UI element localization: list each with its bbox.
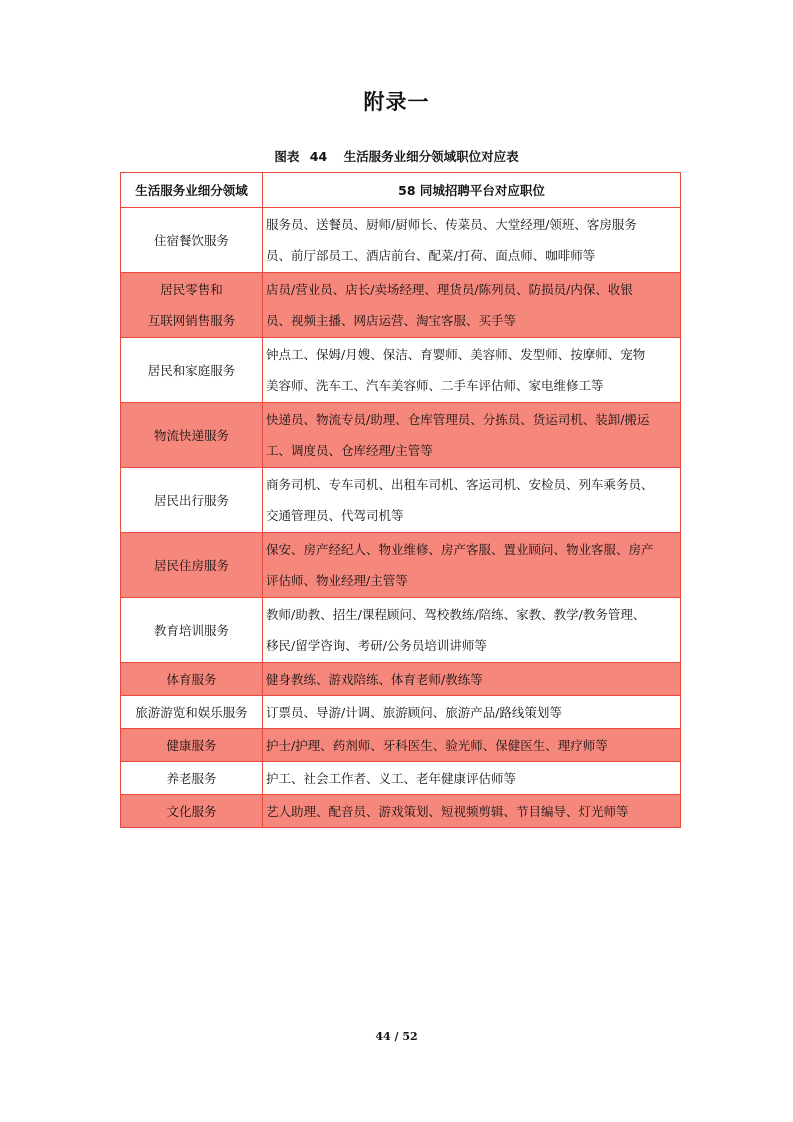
positions-line: 工、调度员、仓库经理/主管等 (266, 443, 433, 458)
positions-line: 快递员、物流专员/助理、仓库管理员、分拣员、货运司机、装卸/搬运 (266, 412, 650, 427)
page-current: 44 (375, 1030, 391, 1043)
positions-line: 移民/留学咨询、考研/公务员培训讲师等 (266, 638, 487, 653)
positions-cell (263, 533, 681, 598)
positions-cell (263, 468, 681, 533)
positions-cell (263, 696, 681, 729)
category-line: 住宿餐饮服务 (153, 232, 229, 248)
positions-cell (263, 598, 681, 663)
positions-cell (263, 208, 681, 273)
table-row (121, 273, 681, 338)
category-line: 教育培训服务 (153, 622, 229, 638)
positions-cell (263, 338, 681, 403)
category-cell (121, 696, 263, 729)
category-cell (121, 403, 263, 468)
positions-cell (263, 273, 681, 338)
positions-line: 保安、房产经纪人、物业维修、房产客服、置业顾问、物业客服、房产 (266, 542, 654, 557)
category-line: 物流快递服务 (153, 427, 229, 443)
table-row (121, 762, 681, 795)
category-line: 旅游游览和娱乐服务 (135, 704, 248, 720)
positions-cell (263, 762, 681, 795)
table-caption (0, 147, 793, 165)
header-positions: 58 同城招聘平台对应职位 (263, 173, 681, 208)
table-row (121, 208, 681, 273)
category-cell (121, 533, 263, 598)
positions-line: 员、视频主播、网店运营、淘宝客服、买手等 (266, 313, 517, 328)
positions-line: 钟点工、保姆/月嫂、保洁、育婴师、美容师、发型师、按摩师、宠物 (266, 347, 646, 362)
positions-line: 健身教练、游戏陪练、体育老师/教练等 (266, 671, 483, 687)
category-line: 居民零售和 (160, 282, 223, 297)
positions-cell (263, 403, 681, 468)
category-line: 体育服务 (166, 671, 217, 687)
page-number (0, 1030, 793, 1043)
category-line: 居民住房服务 (153, 557, 229, 573)
category-line: 文化服务 (166, 803, 217, 819)
table-header-row (121, 173, 681, 208)
category-line: 健康服务 (166, 737, 217, 753)
page-title: 附录一 (363, 90, 430, 114)
category-cell (121, 663, 263, 696)
positions-cell (263, 795, 681, 828)
category-line: 养老服务 (166, 770, 217, 786)
category-cell (121, 762, 263, 795)
positions-line: 员、前厅部员工、酒店前台、配菜/打荷、面点师、咖啡师等 (266, 248, 596, 263)
positions-line: 服务员、送餐员、厨师/厨师长、传菜员、大堂经理/领班、客房服务 (266, 217, 637, 232)
table-row (121, 729, 681, 762)
table-row (121, 795, 681, 828)
category-cell (121, 338, 263, 403)
header-category: 生活服务业细分领域 (121, 173, 263, 208)
caption-number: 44 (309, 149, 328, 164)
positions-line: 交通管理员、代驾司机等 (266, 508, 404, 523)
positions-line: 美容师、洗车工、汽车美容师、二手车评估师、家电维修工等 (266, 378, 604, 393)
positions-line: 护工、社会工作者、义工、老年健康评估师等 (266, 770, 517, 786)
category-cell (121, 208, 263, 273)
positions-cell (263, 729, 681, 762)
positions-line: 评估师、物业经理/主管等 (266, 573, 408, 588)
category-line: 居民和家庭服务 (147, 362, 236, 378)
table-row (121, 533, 681, 598)
category-cell (121, 729, 263, 762)
caption-label: 图表 (274, 149, 300, 164)
positions-cell (263, 663, 681, 696)
category-line: 居民出行服务 (153, 492, 229, 508)
table-row (121, 598, 681, 663)
table-row (121, 696, 681, 729)
positions-line: 店员/营业员、店长/卖场经理、理货员/陈列员、防损员/内保、收银 (266, 282, 633, 297)
category-cell (121, 468, 263, 533)
table-row (121, 468, 681, 533)
page-total: / 52 (394, 1030, 418, 1043)
positions-line: 艺人助理、配音员、游戏策划、短视频剪辑、节目编导、灯光师等 (266, 803, 629, 819)
caption-text: 生活服务业细分领域职位对应表 (343, 149, 519, 164)
category-cell (121, 598, 263, 663)
category-line: 互联网销售服务 (147, 313, 236, 328)
positions-line: 护士/护理、药剂师、牙科医生、验光师、保健医生、理疗师等 (266, 737, 608, 753)
positions-line: 商务司机、专车司机、出租车司机、客运司机、安检员、列车乘务员、 (266, 477, 654, 492)
category-cell (121, 795, 263, 828)
category-cell (121, 273, 263, 338)
job-mapping-table (120, 172, 681, 828)
positions-line: 订票员、导游/计调、旅游顾问、旅游产品/路线策划等 (266, 704, 562, 720)
positions-line: 教师/助教、招生/课程顾问、驾校教练/陪练、家教、教学/教务管理、 (266, 607, 646, 622)
table-row (121, 338, 681, 403)
table-row (121, 403, 681, 468)
table-row (121, 663, 681, 696)
table-body (121, 208, 681, 828)
